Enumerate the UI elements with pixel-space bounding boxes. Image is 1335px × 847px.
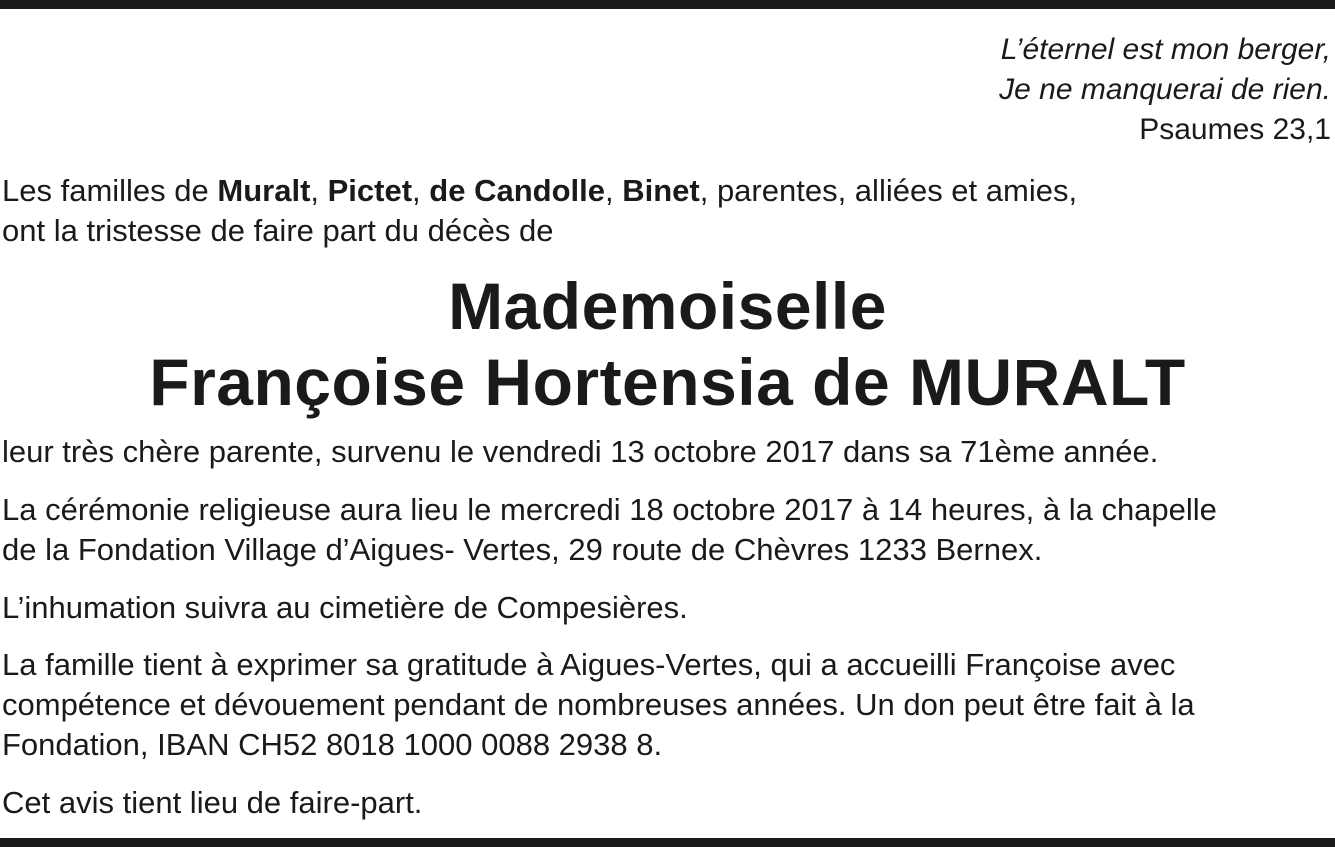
family-pictet: Pictet	[327, 173, 413, 208]
families-line-1	[2, 171, 1333, 211]
families-line-2: ont la tristesse de faire part du décès de	[2, 213, 554, 248]
bible-epigraph	[999, 30, 1331, 150]
ceremony-paragraph	[2, 490, 1333, 570]
deceased-full-name: Françoise Hortensia de MURALT	[149, 345, 1186, 419]
separator: ,	[310, 173, 328, 208]
gratitude-line-3: Fondation, IBAN CH52 8018 1000 0088 2938 8.	[2, 727, 663, 762]
gratitude-line-1: La famille tient à exprimer sa gratitude à Aigues-Vertes, qui a accueilli Françoise avec	[2, 647, 1176, 682]
epigraph-reference: Psaumes 23,1	[1139, 113, 1331, 146]
gratitude-line-2: compétence et dévouement pendant de nombreuses années. Un don peut être fait à la	[2, 687, 1195, 722]
family-binet: Binet	[622, 173, 700, 208]
ceremony-line-1: La cérémonie religieuse aura lieu le mercredi 18 octobre 2017 à 14 heures, à la chapelle	[2, 492, 1217, 527]
bottom-border-rule	[0, 838, 1335, 847]
family-de-candolle: de Candolle	[429, 173, 605, 208]
top-border-rule	[0, 0, 1335, 9]
death-paragraph: leur très chère parente, survenu le vendredi 13 octobre 2017 dans sa 71ème année.	[2, 434, 1159, 469]
intro-prefix: Les familles de	[2, 173, 218, 208]
separator: ,	[412, 173, 430, 208]
deceased-title: Mademoiselle	[448, 269, 887, 343]
notice-paragraph: Cet avis tient lieu de faire-part.	[2, 785, 423, 820]
epigraph-line-1: L’éternel est mon berger,	[1000, 33, 1331, 66]
separator: ,	[604, 173, 623, 208]
family-muralt: Muralt	[217, 173, 311, 208]
burial-paragraph: L’inhumation suivra au cimetière de Compesières.	[2, 590, 688, 625]
gratitude-paragraph	[2, 645, 1333, 765]
families-announcement	[2, 171, 1333, 251]
deceased-name-block	[0, 268, 1335, 420]
intro-suffix: , parentes, alliées et amies,	[699, 173, 1078, 208]
epigraph-line-2: Je ne manquerai de rien.	[999, 73, 1331, 106]
ceremony-line-2: de la Fondation Village d’Aigues- Vertes, 29 route de Chèvres 1233 Bernex.	[2, 532, 1043, 567]
